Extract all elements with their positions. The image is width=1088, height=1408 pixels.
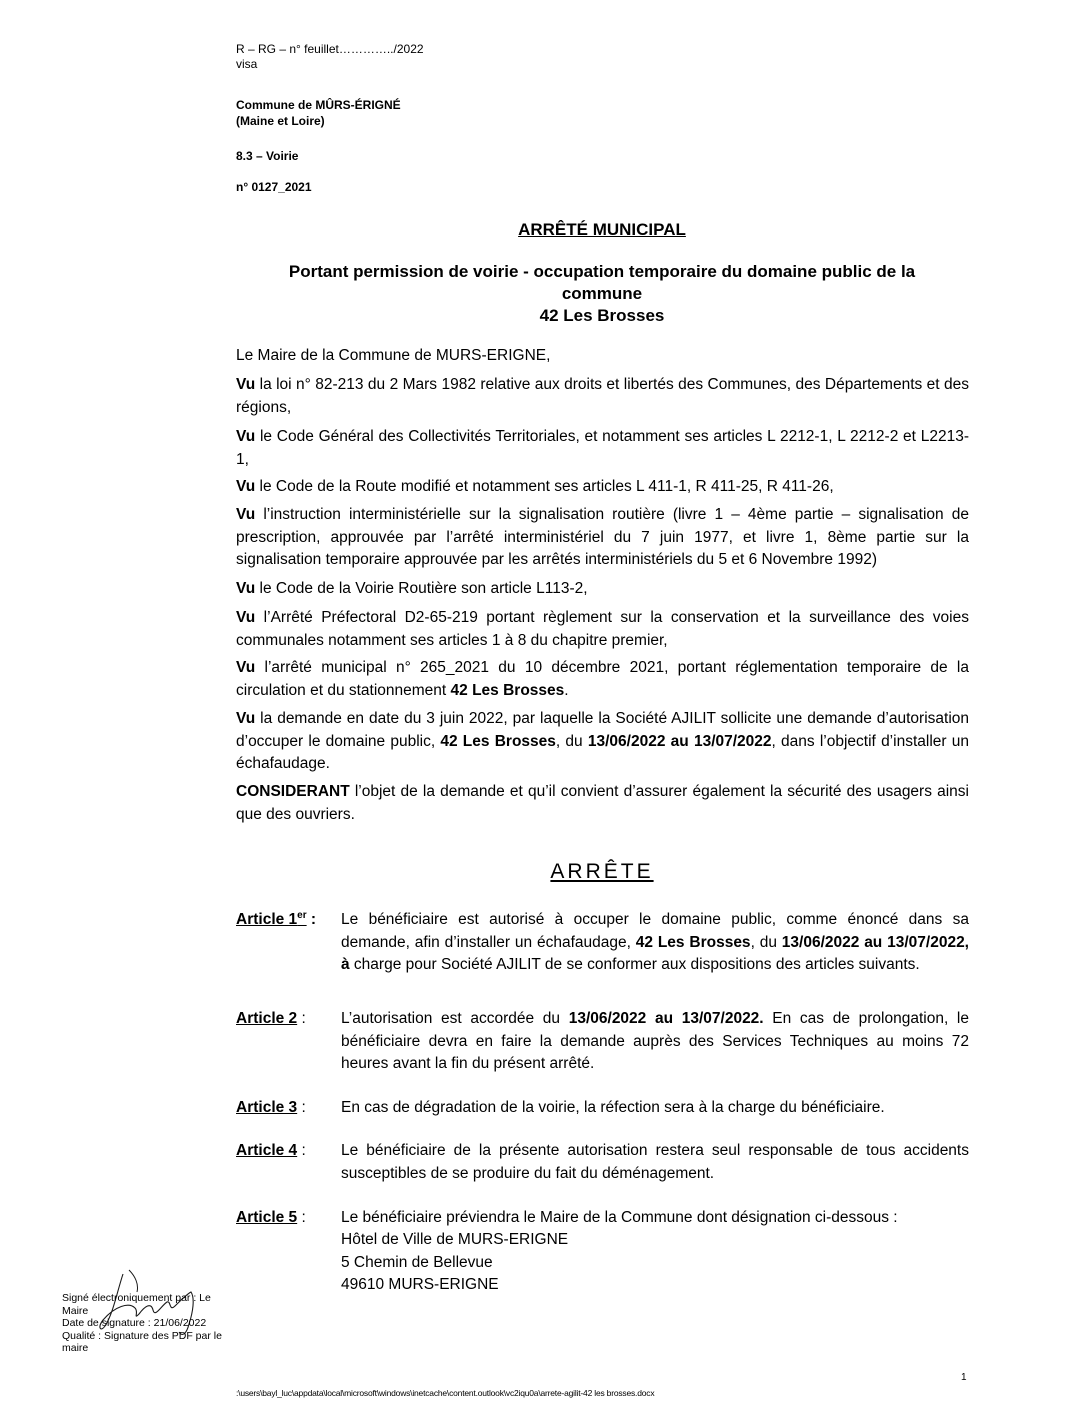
address-emphasis: 42 Les Brosses bbox=[635, 933, 751, 951]
vu-paragraph-2 bbox=[236, 426, 969, 471]
vu-label: Vu bbox=[236, 376, 256, 393]
vu-paragraph-6 bbox=[236, 607, 969, 652]
subtitle-line-1: Portant permission de voirie - occupation temporaire du domaine public de la bbox=[288, 262, 916, 281]
address-emphasis: 42 Les Brosses bbox=[440, 732, 556, 750]
article-3-colon: : bbox=[297, 1099, 306, 1116]
vu-label: Vu bbox=[236, 506, 256, 523]
vu-text: le Code Général des Collectivités Territoriales, et notamment ses articles L 2212-1, L 2212-2 et L2213-1, bbox=[236, 428, 969, 468]
page-number: 1 bbox=[961, 1372, 967, 1383]
article-3-title: Article 3 bbox=[236, 1099, 298, 1116]
vu-text: , du bbox=[555, 732, 588, 750]
date-range-emphasis: 13/06/2022 au 13/07/2022. bbox=[568, 1010, 764, 1027]
vu-label: Vu bbox=[236, 659, 256, 676]
vu-paragraph-4 bbox=[236, 504, 969, 572]
article-1-name: Article 1 bbox=[236, 911, 298, 928]
vu-label: Vu bbox=[236, 478, 256, 495]
subtitle-line-2: commune bbox=[561, 284, 643, 303]
article-4-label bbox=[236, 1140, 340, 1163]
arrete-heading: ARRÊTE bbox=[550, 860, 654, 883]
signature-quality: Qualité : Signature des PDF par le bbox=[62, 1329, 222, 1342]
category-code: 8.3 – Voirie bbox=[236, 149, 299, 163]
signature-line-5: maire bbox=[62, 1342, 89, 1354]
vu-text: le Code de la Voirie Routière son article L113-2, bbox=[255, 580, 588, 597]
article-1-superscript: er bbox=[297, 909, 307, 921]
address-line-2: 5 Chemin de Bellevue bbox=[341, 1254, 493, 1271]
article-2-label bbox=[236, 1008, 340, 1031]
considerant-paragraph bbox=[236, 781, 969, 826]
vu-paragraph-7 bbox=[236, 657, 969, 702]
article-2-colon: : bbox=[297, 1010, 306, 1027]
visa-label: visa bbox=[236, 57, 258, 71]
vu-paragraph-1 bbox=[236, 374, 969, 419]
vu-label: Vu bbox=[236, 428, 256, 445]
article-4-text: Le bénéficiaire de la présente autorisation restera seul responsable de tous accidents susceptibles de se produire du fait du déménagement. bbox=[341, 1142, 969, 1182]
signature-line-2: Maire bbox=[62, 1304, 89, 1317]
file-path: :\users\bayl_luc\appdata\local\microsoft\windows\inetcache\content.outlook\vc2iqu0a\arrete-agilit-42 les brosses.docx bbox=[236, 1388, 655, 1398]
vu-text: , dans l’objectif d’installer un échafaudage. bbox=[236, 732, 969, 772]
article-1-colon: : bbox=[306, 911, 317, 928]
decree-subtitle bbox=[236, 261, 968, 327]
page-title: ARRÊTÉ MUNICIPAL bbox=[518, 220, 686, 239]
article-1-text-part: , du bbox=[750, 933, 782, 951]
address-line-1: Hôtel de Ville de MURS-ERIGNE bbox=[341, 1231, 569, 1248]
article-2-text-part: L’autorisation est accordée du bbox=[341, 1010, 569, 1027]
address-line-3: 49610 MURS-ERIGNE bbox=[341, 1276, 499, 1293]
address-emphasis: 42 Les Brosses bbox=[450, 681, 565, 699]
vu-text: . bbox=[564, 681, 569, 699]
article-3-text: En cas de dégradation de la voirie, la réfection sera à la charge du bénéficiaire. bbox=[341, 1099, 885, 1116]
vu-paragraph-8 bbox=[236, 708, 969, 776]
article-1-text-part: Le bénéficiaire est autorisé à occuper le domaine public, comme énoncé dans sa demande, afin d’installer un échafaudage, bbox=[341, 911, 969, 951]
vu-text: la demande en date du 3 juin 2022, par laquelle la Société AJILIT sollicite une demande d’autorisation d’occuper le domaine public, bbox=[236, 710, 969, 750]
vu-text: le Code de la Route modifié et notamment ses articles L 411-1, R 411-25, R 411-26, bbox=[255, 478, 834, 495]
commune-name: Commune de MÛRS-ÉRIGNÉ bbox=[236, 98, 401, 112]
vu-label: Vu bbox=[236, 710, 256, 727]
vu-label: Vu bbox=[236, 580, 256, 597]
article-1-text-part: charge pour Société AJILIT de se conformer aux dispositions des articles suivants. bbox=[349, 956, 920, 973]
vu-paragraph-5 bbox=[236, 578, 969, 601]
article-1-text bbox=[341, 909, 969, 977]
reference-line: R – RG – n° feuillet…………../2022 bbox=[236, 42, 424, 56]
article-5-colon: : bbox=[297, 1209, 306, 1226]
article-5-text: Le bénéficiaire préviendra le Maire de la Commune dont désignation ci-dessous : bbox=[341, 1209, 898, 1226]
article-1-title bbox=[236, 911, 307, 928]
preamble-intro: Le Maire de la Commune de MURS-ERIGNE, bbox=[236, 347, 551, 364]
vu-text: l’Arrêté Préfectoral D2-65-219 portant règlement sur la conservation et la surveillance des voies communales notamment ses articles 1 à 8 du chapitre premier, bbox=[236, 609, 969, 649]
vu-label: Vu bbox=[236, 609, 256, 626]
department-name: (Maine et Loire) bbox=[236, 114, 325, 128]
signature-line-1: Signé électroniquement par : Le bbox=[62, 1292, 211, 1304]
considerant-label: CONSIDERANT bbox=[236, 783, 350, 800]
considerant-text: l’objet de la demande et qu’il convient d’assurer également la sécurité des usagers ainsi que des ouvriers. bbox=[236, 783, 969, 823]
decree-number: n° 0127_2021 bbox=[236, 180, 312, 194]
vu-paragraph-3 bbox=[236, 476, 969, 499]
article-5-label bbox=[236, 1207, 340, 1230]
vu-text: l’arrêté municipal n° 265_2021 du 10 décembre 2021, portant réglementation temporaire de la circulation et du stationnement bbox=[236, 659, 969, 699]
article-2-text-part: En cas de prolongation, le bénéficiaire devra en faire la demande auprès des Services Techniques au moins 72 heures avant la fin du présent arrêté. bbox=[341, 1010, 969, 1072]
subtitle-address: 42 Les Brosses bbox=[539, 306, 665, 325]
article-2-text bbox=[341, 1008, 969, 1076]
article-1-label bbox=[236, 909, 340, 932]
article-2-title: Article 2 bbox=[236, 1010, 298, 1027]
article-4-title: Article 4 bbox=[236, 1142, 298, 1159]
article-3-label bbox=[236, 1097, 340, 1120]
article-4-colon: : bbox=[297, 1142, 306, 1159]
vu-text: l’instruction interministérielle sur la signalisation routière (livre 1 – 4ème partie – signalisation de prescription, approuvée par l’arrêté interministériel du 7 juin 1977, et livre 1, 8ème partie sur la signalisation temporaire approuvée par les arrêtés interministériels du 5 et 6 Novembre 1992) bbox=[236, 506, 969, 568]
date-range-emphasis: 13/06/2022 au 13/07/2022, à bbox=[341, 933, 969, 973]
signature-date: Date de signature : 21/06/2022 bbox=[62, 1317, 207, 1329]
date-range-emphasis: 13/06/2022 au 13/07/2022 bbox=[587, 732, 772, 750]
article-5-title: Article 5 bbox=[236, 1209, 298, 1226]
vu-text: la loi n° 82-213 du 2 Mars 1982 relative aux droits et libertés des Communes, des Départements et des régions, bbox=[236, 376, 969, 416]
electronic-signature-block bbox=[62, 1292, 237, 1355]
